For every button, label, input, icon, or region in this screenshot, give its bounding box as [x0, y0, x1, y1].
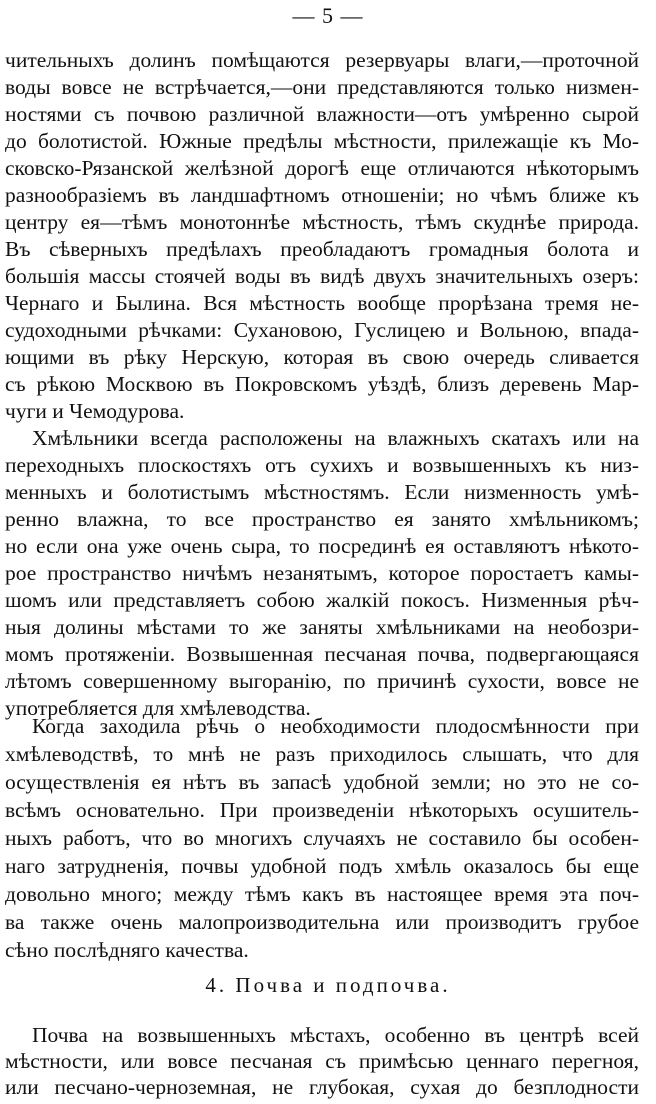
text-line: рое пространство ничѣмъ незанятымъ, которое поростаетъ камы- [5, 561, 639, 585]
text-line: съ рѣкою Москвою въ Покровскомъ уѣздѣ, близъ деревень Мар- [5, 372, 639, 396]
text-line: до болотистой. Южные предѣлы мѣстности, прилежащіе къ Мо- [5, 129, 639, 153]
text-line: хмѣлеводствѣ, то мнѣ не разъ приходилось слышать, что для [5, 742, 639, 766]
text-line: Хмѣльники всегда расположены на влажныхъ скатахъ или на [32, 426, 639, 450]
text-line: воды вовсе не встрѣчается,—они представляются только низмен- [5, 75, 639, 99]
text-line: лѣтомъ совершенному выгоранію, по причинѣ сухости, вовсе не [5, 669, 639, 693]
page-number: — 5 — [292, 3, 364, 28]
text-line: всѣмъ основательно. При произведеніи нѣкоторыхъ осушитель- [5, 798, 639, 822]
text-line: чуги и Чемодурова. [5, 399, 185, 423]
text-line: Чернаго и Былина. Вся мѣстность вообще прорѣзана тремя не- [5, 291, 639, 315]
text-line: ныхъ работъ, что во многихъ случаяхъ не составило бы особен- [5, 826, 639, 850]
section-heading: 4. Почва и подпочва. [205, 973, 451, 997]
text-line: Почва на возвышенныхъ мѣстахъ, особенно въ центрѣ всей [32, 1023, 639, 1047]
text-line: мѣстности, или вовсе песчаная съ примѣсью ценнаго перегноя, [5, 1049, 639, 1073]
text-line: наго затрудненія, почвы удобной подъ хмѣль оказалось бы еще [5, 854, 639, 878]
text-line: Въ сѣверныхъ предѣлахъ преобладаютъ громадныя болота и [5, 237, 639, 261]
text-line: ныя долины мѣстами то же заняты хмѣльниками на необозри- [5, 615, 639, 639]
text-line: момъ протяженіи. Возвышенная песчаная почва, подвергающаяся [5, 642, 639, 666]
text-line: сковско-Рязанской желѣзной дорогѣ еще отличаются нѣкоторымъ [5, 156, 639, 180]
text-line: ва также очень малопроизводительна или производитъ грубое [5, 910, 639, 934]
text-line: ренно влажна, то все пространство ея занято хмѣльникомъ; [5, 507, 639, 531]
text-line: или песчано-черноземная, не глубокая, сухая до безплодности [5, 1075, 639, 1099]
text-line: ющими въ рѣку Нерскую, которая въ свою очередь сливается [5, 345, 639, 369]
text-line: Когда заходила рѣчь о необходимости плодосмѣнности при [32, 714, 639, 738]
text-line: большія массы стоячей воды въ видѣ двухъ значительныхъ озеръ: [5, 264, 639, 288]
text-line: ностями съ почвою различной влажности—отъ умѣренно сырой [5, 102, 639, 126]
text-line: центру ея—тѣмъ монотоннѣе мѣстность, тѣмъ скуднѣе природа. [5, 210, 639, 234]
text-line: судоходными рѣчками: Сухановою, Гуслицею и Вольною, впада- [5, 318, 639, 342]
text-line: употребляется для хмѣлеводства. [5, 696, 311, 720]
text-line: шомъ или представляетъ собою жалкій покосъ. Низменныя рѣч- [5, 588, 639, 612]
text-line: чительныхъ долинъ помѣщаются резервуары влаги,—проточной [5, 48, 639, 72]
text-line: переходныхъ плоскостяхъ отъ сухихъ и возвышенныхъ къ низ- [5, 453, 639, 477]
text-line: сѣно послѣдняго качества. [5, 938, 249, 962]
text-line: менныхъ и болотистымъ мѣстностямъ. Если низменность умѣ- [5, 480, 639, 504]
text-line: разнообразіемъ въ ландшафтномъ отношеніи; но чѣмъ ближе къ [5, 183, 639, 207]
text-line: довольно много; между тѣмъ какъ въ настоящее время эта поч- [5, 882, 639, 906]
text-line: осуществленія ея нѣтъ въ запасѣ удобной земли; но это не со- [5, 770, 639, 794]
text-line: но если она уже очень сыра, то посрединѣ ея оставляютъ нѣкото- [5, 534, 639, 558]
